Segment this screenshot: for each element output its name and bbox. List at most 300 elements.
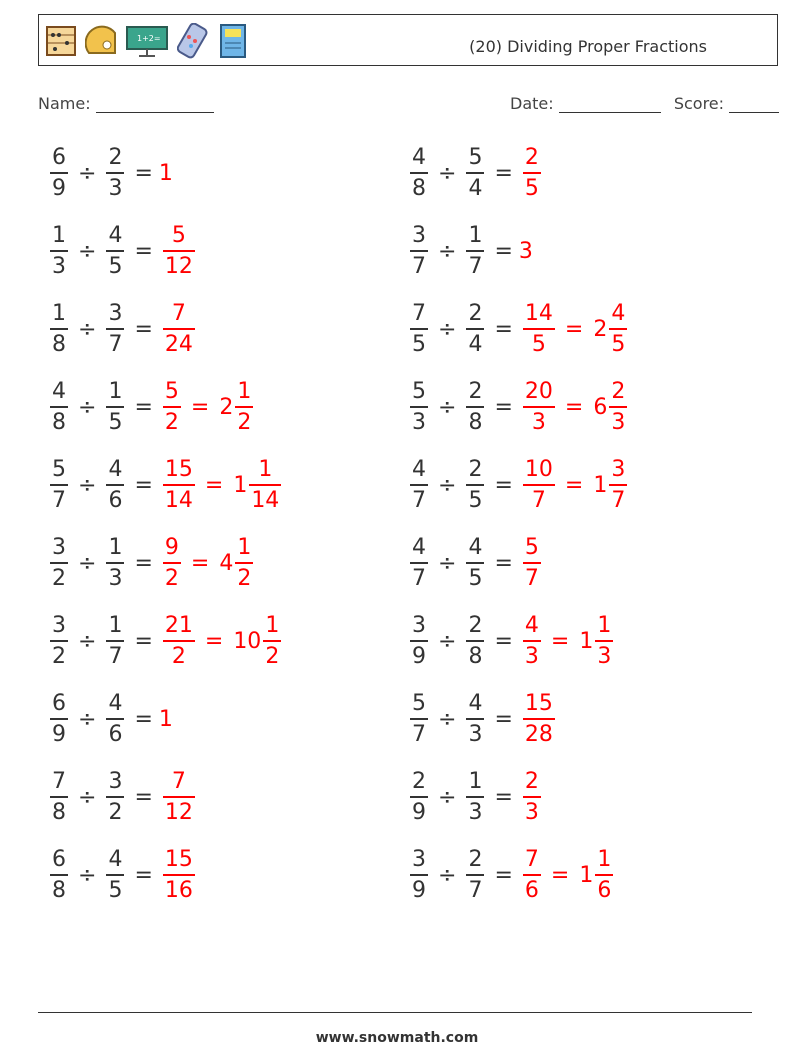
answer [519,239,533,264]
problem-item [406,216,533,286]
divide-sign: ÷ [78,316,97,342]
numerator: 4 [108,690,123,716]
answer-fraction [523,846,541,903]
numerator: 3 [108,300,123,326]
denominator: 28 [524,721,553,747]
answer [159,707,173,732]
mixed-whole: 10 [233,628,262,654]
equals-sign: = [134,862,153,888]
answer-equals-sign: = [550,862,570,888]
answer-equals-sign: = [564,394,584,420]
divisor-fraction [466,222,484,279]
numerator: 5 [52,456,66,482]
numerator: 1 [468,222,483,248]
divisor-fraction [106,222,124,279]
mixed-whole: 4 [219,550,234,576]
denominator: 12 [164,253,193,279]
numerator: 21 [164,612,193,638]
denominator: 2 [171,643,186,669]
answer-fraction [163,846,195,903]
numerator: 1 [52,300,66,326]
dividend-fraction [410,768,428,825]
numerator: 14 [524,300,553,326]
answer-fraction [523,690,555,747]
problem-item [46,216,199,286]
numerator: 2 [108,144,123,170]
answer [159,222,199,279]
numerator: 4 [108,456,123,482]
footer-divider [38,1012,752,1013]
denominator: 7 [524,565,539,591]
dividend-fraction [410,534,428,591]
mixed-fraction [235,534,253,591]
answer [159,456,285,513]
answer-equals-sign: = [190,550,210,576]
denominator: 3 [597,643,612,669]
numerator: 2 [468,456,483,482]
numerator: 4 [108,846,123,872]
mixed-fraction [609,300,627,357]
numerator: 20 [524,378,553,404]
problem-item [46,684,173,754]
divisor-fraction [106,300,124,357]
denominator: 2 [237,409,252,435]
denominator: 7 [108,643,123,669]
equals-sign: = [494,238,513,264]
dividend-fraction [410,612,428,669]
denominator: 7 [468,877,483,903]
dividend-fraction [410,378,428,435]
problem-item [46,606,285,676]
denominator: 8 [52,409,66,435]
denominator: 2 [164,409,179,435]
numerator: 4 [412,144,426,170]
answer-fraction [163,222,195,279]
numerator: 1 [237,378,252,404]
numerator: 1 [108,612,123,638]
mixed-fraction [263,612,281,669]
answer [519,300,631,357]
numerator: 4 [468,534,483,560]
answer-equals-sign: = [550,628,570,654]
answer-fraction [523,612,541,669]
equals-sign: = [494,316,513,342]
denominator: 3 [524,643,539,669]
numerator: 15 [524,690,553,716]
answer [159,300,199,357]
answer [519,534,545,591]
dividend-fraction [410,690,428,747]
denominator: 3 [531,409,546,435]
denominator: 9 [412,877,426,903]
numerator: 2 [468,612,483,638]
dividend-fraction [50,144,68,201]
denominator: 3 [524,799,539,825]
divide-sign: ÷ [438,550,457,576]
equals-sign: = [134,628,153,654]
problem-item [406,294,631,364]
numerator: 6 [52,846,66,872]
problem-item [46,450,285,520]
problem-item [406,372,631,442]
problem-item [46,294,199,364]
answer [159,378,257,435]
answer-fraction [523,378,555,435]
numerator: 5 [524,534,539,560]
denominator: 2 [164,565,179,591]
denominator: 9 [52,721,66,747]
numerator: 1 [108,378,123,404]
divide-sign: ÷ [438,628,457,654]
numerator: 2 [468,846,483,872]
denominator: 7 [611,487,626,513]
divide-sign: ÷ [438,472,457,498]
mixed-fraction [609,456,627,513]
equals-sign: = [494,472,513,498]
divisor-fraction [106,534,124,591]
numerator: 6 [52,690,66,716]
numerator: 5 [412,378,426,404]
answer-fraction [163,534,181,591]
footer-site: www.snowmath.com [315,1030,479,1046]
equals-sign: = [134,160,153,186]
denominator: 5 [468,487,483,513]
answer-fraction [523,768,541,825]
equals-sign: = [494,862,513,888]
denominator: 16 [164,877,193,903]
mixed-fraction [595,612,613,669]
numerator: 4 [524,612,539,638]
answer-fraction [163,378,181,435]
numerator: 3 [52,612,66,638]
problem-item [46,528,257,598]
divide-sign: ÷ [438,706,457,732]
denominator: 5 [531,331,546,357]
numerator: 3 [52,534,66,560]
answer-integer: 1 [158,706,173,732]
equals-sign: = [494,550,513,576]
svg-text:1+2=: 1+2= [137,34,161,43]
equals-sign: = [494,784,513,810]
numerator: 1 [597,612,612,638]
denominator: 2 [52,565,66,591]
denominator: 3 [412,409,426,435]
score-blank[interactable] [729,96,779,113]
numerator: 9 [164,534,179,560]
divisor-fraction [466,534,484,591]
divide-sign: ÷ [78,862,97,888]
numerator: 5 [171,222,186,248]
denominator: 6 [597,877,612,903]
denominator: 3 [468,799,483,825]
problem-item [46,138,173,208]
numerator: 1 [468,768,483,794]
mixed-whole: 1 [579,862,594,888]
answer-fraction [523,144,541,201]
answer-fraction [163,768,195,825]
divide-sign: ÷ [438,316,457,342]
denominator: 5 [524,175,539,201]
equals-sign: = [134,394,153,420]
abacus-icon [45,23,77,59]
answer-fraction [523,534,541,591]
equals-sign: = [134,238,153,264]
numerator: 6 [52,144,66,170]
answer [519,846,617,903]
denominator: 7 [52,487,66,513]
divide-sign: ÷ [438,394,457,420]
name-blank[interactable] [96,96,214,113]
divisor-fraction [466,378,484,435]
divisor-fraction [466,300,484,357]
dividend-fraction [50,300,68,357]
mixed-whole: 6 [593,394,608,420]
numerator: 3 [611,456,626,482]
numerator: 5 [164,378,179,404]
score-label: Score: [673,94,725,113]
denominator: 3 [108,565,123,591]
divisor-fraction [466,612,484,669]
numerator: 5 [468,144,483,170]
numerator: 10 [524,456,553,482]
denominator: 7 [108,331,123,357]
dividend-fraction [50,222,68,279]
numerator: 3 [412,846,426,872]
equals-sign: = [134,472,153,498]
denominator: 7 [412,487,426,513]
divide-sign: ÷ [78,160,97,186]
header-icons [45,21,249,61]
problem-item [46,762,199,832]
answer-equals-sign: = [204,472,224,498]
mixed-whole: 2 [219,394,234,420]
equals-sign: = [494,160,513,186]
problem-item [406,762,545,832]
answer-equals-sign: = [564,472,584,498]
answer [519,144,545,201]
numerator: 7 [412,300,426,326]
denominator: 5 [468,565,483,591]
date-score-fields [510,94,779,113]
answer-equals-sign: = [564,316,584,342]
equals-sign: = [494,706,513,732]
numerator: 3 [108,768,123,794]
dividend-fraction [410,144,428,201]
denominator: 8 [468,409,483,435]
denominator: 3 [611,409,626,435]
denominator: 6 [108,721,123,747]
divide-sign: ÷ [78,394,97,420]
dividend-fraction [410,300,428,357]
answer [159,768,199,825]
divisor-fraction [466,768,484,825]
problem-item [406,450,631,520]
dividend-fraction [50,846,68,903]
denominator: 5 [611,331,626,357]
answer-fraction [163,612,195,669]
name-field [38,94,214,113]
numerator: 2 [611,378,626,404]
pill-box-icon [177,23,209,59]
date-blank[interactable] [559,96,661,113]
answer [159,161,173,186]
equals-sign: = [494,628,513,654]
book-icon [217,23,249,59]
denominator: 7 [412,253,426,279]
divide-sign: ÷ [78,628,97,654]
mixed-fraction [595,846,613,903]
denominator: 7 [412,565,426,591]
dividend-fraction [50,768,68,825]
numerator: 2 [524,144,539,170]
divisor-fraction [106,690,124,747]
denominator: 2 [52,643,66,669]
answer [519,768,545,825]
numerator: 1 [597,846,612,872]
divide-sign: ÷ [78,706,97,732]
numerator: 7 [171,768,186,794]
divisor-fraction [106,768,124,825]
answer [519,378,631,435]
divide-sign: ÷ [78,472,97,498]
numerator: 4 [412,456,426,482]
answer [519,690,559,747]
dividend-fraction [410,222,428,279]
answer-integer: 1 [158,160,173,186]
divide-sign: ÷ [438,160,457,186]
problem-item [46,372,257,442]
divisor-fraction [106,612,124,669]
problem-item [406,138,545,208]
divide-sign: ÷ [78,784,97,810]
numerator: 4 [468,690,483,716]
numerator: 2 [524,768,539,794]
denominator: 3 [108,175,123,201]
numerator: 15 [164,456,193,482]
numerator: 15 [164,846,193,872]
numerator: 4 [412,534,426,560]
numerator: 1 [52,222,66,248]
answer-equals-sign: = [190,394,210,420]
numerator: 2 [468,378,483,404]
divisor-fraction [466,846,484,903]
mixed-whole: 1 [579,628,594,654]
denominator: 6 [524,877,539,903]
answer-fraction [163,300,195,357]
problem-item [406,606,617,676]
worksheet-title: (20) Dividing Proper Fractions [469,37,707,56]
denominator: 8 [52,331,66,357]
answer-fraction [523,456,555,513]
denominator: 9 [52,175,66,201]
denominator: 2 [237,565,252,591]
denominator: 24 [164,331,193,357]
denominator: 5 [108,409,123,435]
denominator: 9 [412,799,426,825]
denominator: 4 [468,331,483,357]
numerator: 2 [468,300,483,326]
mixed-fraction [609,378,627,435]
denominator: 9 [412,643,426,669]
worksheet-header [38,14,778,66]
numerator: 7 [524,846,539,872]
mixed-whole: 1 [593,472,608,498]
denominator: 7 [531,487,546,513]
equals-sign: = [134,550,153,576]
numerator: 1 [258,456,273,482]
protractor-icon [85,23,117,59]
divisor-fraction [106,846,124,903]
divisor-fraction [106,144,124,201]
denominator: 3 [468,721,483,747]
numerator: 4 [108,222,123,248]
answer [159,534,257,591]
numerator: 1 [237,534,252,560]
answer [159,846,199,903]
equals-sign: = [134,784,153,810]
dividend-fraction [410,846,428,903]
denominator: 14 [251,487,280,513]
numerator: 5 [412,690,426,716]
divide-sign: ÷ [438,862,457,888]
answer [519,456,631,513]
denominator: 12 [164,799,193,825]
dividend-fraction [50,378,68,435]
problem-item [46,840,199,910]
denominator: 8 [52,877,66,903]
denominator: 8 [52,799,66,825]
equals-sign: = [134,706,153,732]
numerator: 4 [52,378,66,404]
dividend-fraction [410,456,428,513]
numerator: 7 [171,300,186,326]
mixed-whole: 1 [233,472,248,498]
divisor-fraction [466,456,484,513]
denominator: 8 [412,175,426,201]
equals-sign: = [494,394,513,420]
divisor-fraction [466,690,484,747]
denominator: 5 [412,331,426,357]
denominator: 2 [108,799,123,825]
denominator: 3 [52,253,66,279]
numerator: 1 [108,534,123,560]
divisor-fraction [466,144,484,201]
denominator: 2 [265,643,280,669]
date-label: Date: [510,94,554,113]
divide-sign: ÷ [438,784,457,810]
problem-item [406,684,559,754]
mixed-whole: 2 [593,316,608,342]
mixed-fraction [235,378,253,435]
numerator: 3 [412,222,426,248]
numerator: 1 [265,612,280,638]
denominator: 7 [468,253,483,279]
answer-equals-sign: = [204,628,224,654]
denominator: 4 [468,175,483,201]
denominator: 6 [108,487,123,513]
divide-sign: ÷ [78,238,97,264]
answer-fraction [523,300,555,357]
numerator: 2 [412,768,426,794]
numerator: 7 [52,768,66,794]
divisor-fraction [106,378,124,435]
dividend-fraction [50,456,68,513]
dividend-fraction [50,612,68,669]
denominator: 7 [412,721,426,747]
name-label: Name: [38,94,91,113]
chalkboard-icon [125,23,169,59]
mixed-fraction [249,456,281,513]
